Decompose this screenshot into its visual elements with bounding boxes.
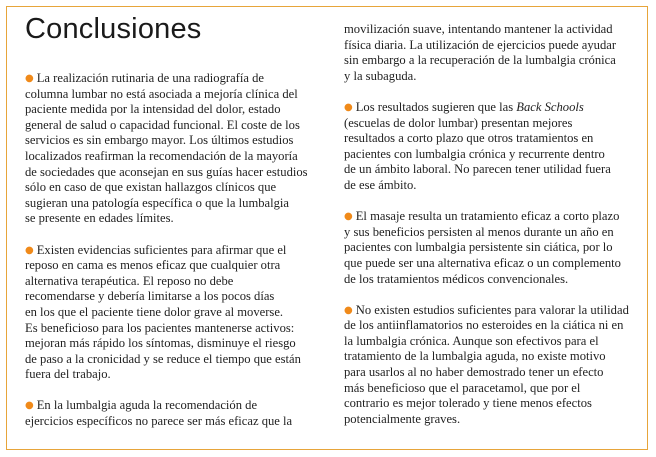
bullet-icon: ● [25, 73, 34, 84]
conclusion-paragraph: ● Los resultados sugieren que las Back Schools (escuelas de dolor lumbar) presentan mejores resultados a corto plazo que otros tratamientos en pacientes con lumbalgia crónica y recurrente dentro de un ámbito laboral. No parecen tener utilidad fuera de ese ámbito. [344, 99, 611, 192]
page-title: Conclusiones [25, 13, 202, 45]
left-column [25, 71, 317, 445]
bullet-icon: ● [25, 244, 34, 256]
right-column [344, 22, 638, 443]
bullet-icon: ● [344, 101, 353, 113]
conclusion-paragraph: ● En la lumbalgia aguda la recomendación de ejercicios específicos no parece ser más eficaz que la [25, 398, 293, 429]
conclusion-paragraph: ● El masaje resulta un tratamiento eficaz a corto plazo y sus beneficios persisten al menos durante un año en pacientes con lumbalgia persistente sin ciática, por lo que puede ser una alternativa eficaz o un complemento de los tratamientos médicos convencionales. [344, 209, 621, 286]
bullet-icon: ● [344, 211, 353, 223]
conclusion-paragraph: ● Existen evidencias suficientes para afirmar que el reposo en cama es menos eficaz que cualquier otra alternativa terapéutica. El reposo no debe recomendarse y debería limitarse a los pocos días en los que el paciente tiene dolor grave al moverse. Es beneficioso para los pacientes mantenerse activos: mejoran más rápido los síntomas, disminuye el riesgo de paso a la cronicidad y se reduce el tiempo que están fuera del trabajo. [25, 242, 301, 382]
bullet-icon: ● [25, 400, 34, 412]
bullet-icon: ● [344, 304, 353, 316]
conclusion-paragraph: movilización suave, intentando mantener la actividad física diaria. La utilización de ejercicios puede ayudar sin embargo a la recuperación de la lumbalgia crónica y la subaguda. [344, 22, 617, 83]
italic-term: Back Schools [516, 99, 584, 114]
conclusion-paragraph: ● La realización rutinaria de una radiografía de columna lumbar no está asociada a mejoría clínica del paciente medida por la intensidad del dolor, estado general de salud o capacidad funcional. El coste de los servicios es sin embargo mayor. Los últimos estudios localizados reafirman la recomendación de la mayoría de sociedades que aconsejan en sus guías hacer estudios sólo en caso de que existan hallazgos clínicos que sugieran una patología específica o que la lumbalgia se presente en edades límites. [25, 71, 308, 226]
conclusion-paragraph: ● No existen estudios suficientes para valorar la utilidad de los antiinflamatorios no esteroides en la ciática ni en la lumbalgia crónica. Aunque son efectivos para el tratamiento de la lumbalgia aguda, no existe motivo para usarlos al no haber demostrado tener un efecto más beneficioso que el paracetamol, que por el contrario es mejor tolerado y tiene menos efectos potencialmente graves. [344, 302, 629, 426]
